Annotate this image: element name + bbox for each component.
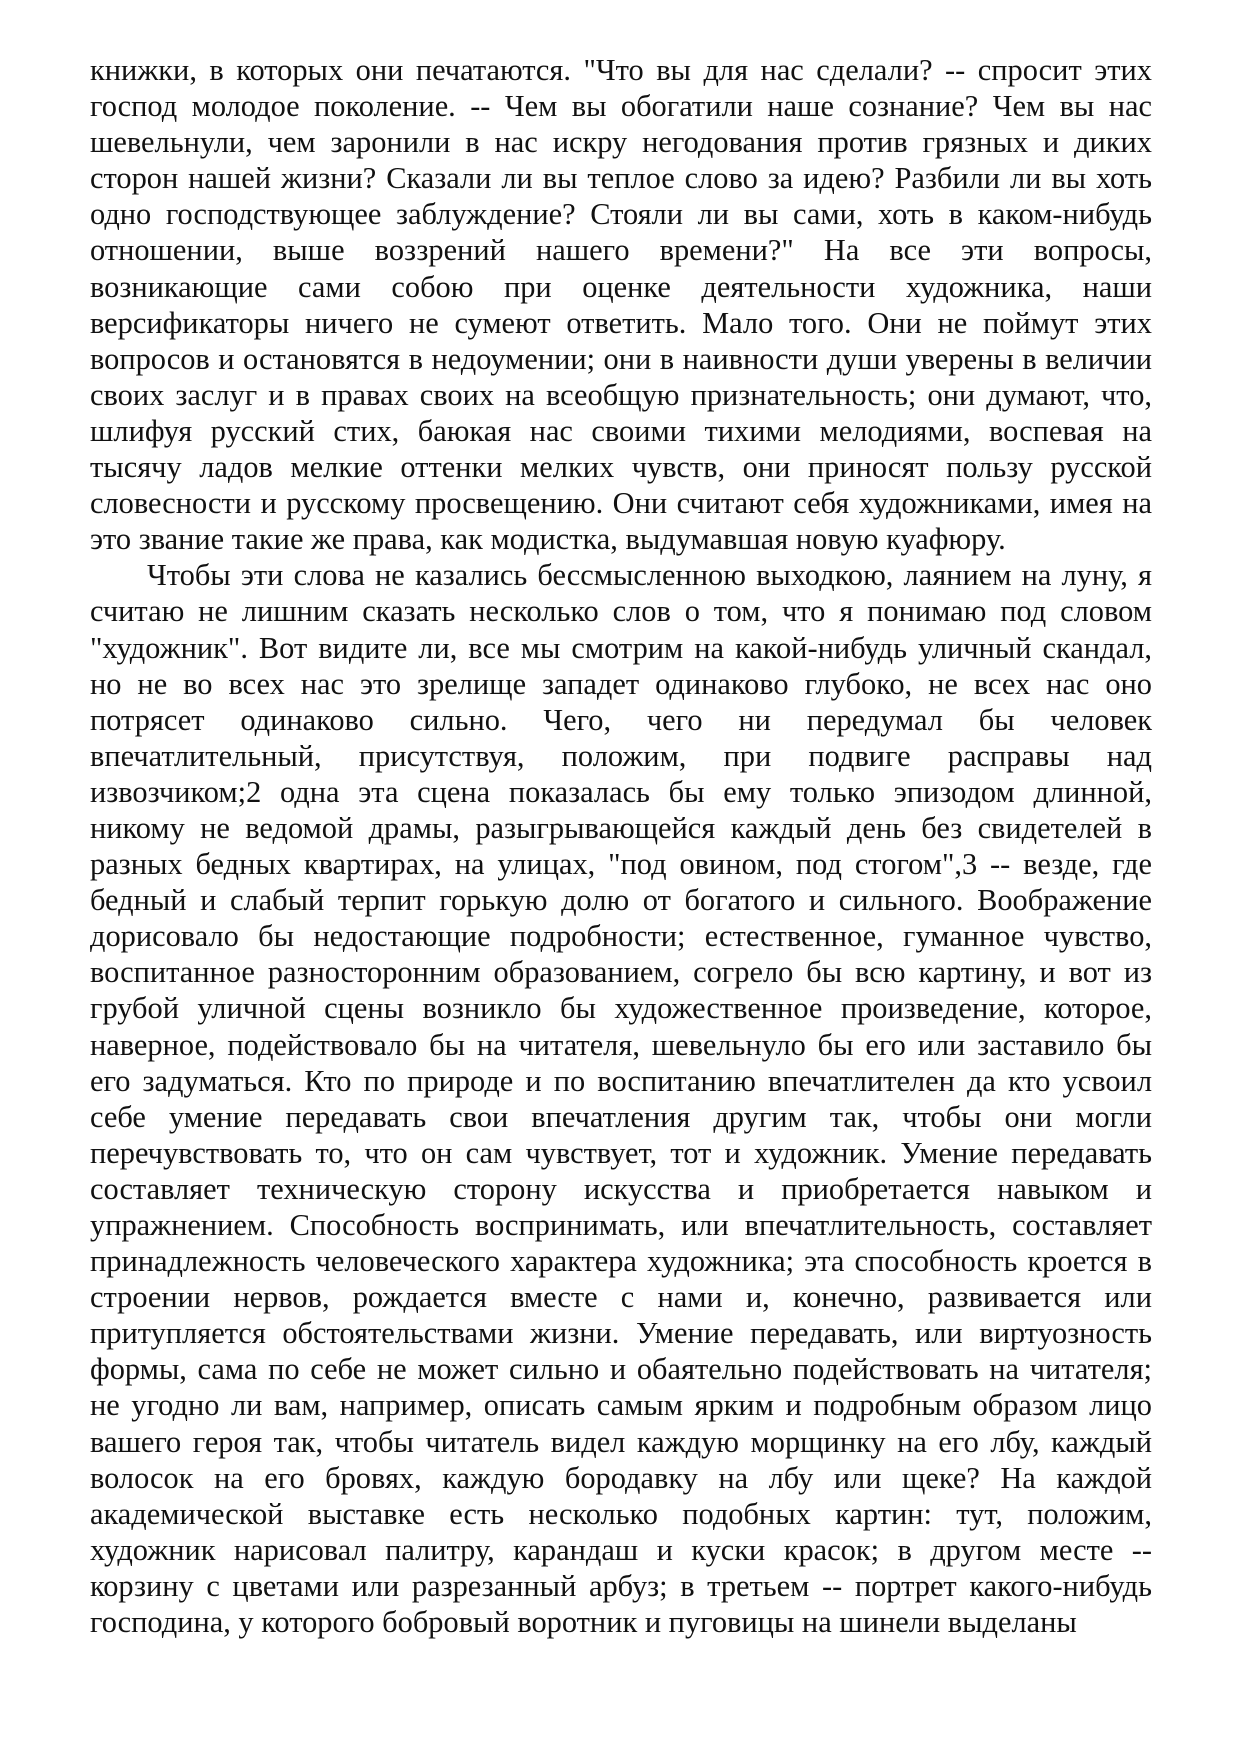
paragraph-artist-definition: Чтобы эти слова не казались бессмысленною выходкою, лаянием на луну, я считаю не лишним сказать несколько слов о том, что я понимаю под словом "художник". Вот видите ли, все мы смотрим на какой-нибудь уличный скандал, но не во всех нас это зрелище западет одинаково глубоко, не всех нас оно потрясет одинаково сильно. Чего, чего ни передумал бы человек впечатлительный, присутствуя, положим, при подвиге расправы над извозчиком;2 одна эта сцена показалась бы ему только эпизодом длинной, никому не ведомой драмы, разыгрывающейся каждый день без свидетелей в разных бедных квартирах, на улицах, "под овином, под стогом",3 -- везде, где бедный и слабый терпит горькую долю от богатого и сильного. Воображение дорисовало бы недостающие подробности; естественное, гуманное чувство, воспитанное разносторонним образованием, согрело бы всю картину, и вот из грубой уличной сцены возникло бы художественное произведение, которое, наверное, подействовало бы на читателя, шевельнуло бы его или заставило бы его задуматься. Кто по природе и по воспитанию впечатлителен да кто усвоил себе умение передавать свои впечатления другим так, чтобы они могли перечувствовать то, что он сам чувствует, тот и художник. Умение передавать составляет техническую сторону искусства и приобретается навыком и упражнением. Способность воспринимать, или впечатлительность, составляет принадлежность человеческого характера художника; эта способность кроется в строении нервов, рождается вместе с нами и, конечно, развивается или притупляется обстоятельствами жизни. Умение передавать, или виртуозность формы, сама по себе не может сильно и обаятельно подействовать на читателя; не угодно ли вам, например, описать самым ярким и подробным образом лицо вашего героя так, чтобы читатель видел каждую морщинку на его лбу, каждый волосок на его бровях, каждую бородавку на лбу или щеке? На каждой академической выставке есть несколько подобных картин: тут, положим, художник нарисовал палитру, карандаш и куски красок; в другом месте -- корзину с цветами или разрезанный арбуз; в третьем -- портрет какого-нибудь господина, у которого бобровый воротник и пуговицы на шинели выделаны	[90, 558, 1152, 1640]
document-page	[90, 52, 1152, 1640]
paragraph-continuation: книжки, в которых они печатаются. "Что вы для нас сделали? -- спросит этих господ молодое поколение. -- Чем вы обогатили наше сознание? Чем вы нас шевельнули, чем заронили в нас искру негодования против грязных и диких сторон нашей жизни? Сказали ли вы теплое слово за идею? Разбили ли вы хоть одно господствующее заблуждение? Стояли ли вы сами, хоть в каком-нибудь отношении, выше воззрений нашего времени?" На все эти вопросы, возникающие сами собою при оценке деятельности художника, наши версификаторы ничего не сумеют ответить. Мало того. Они не поймут этих вопросов и остановятся в недоумении; они в наивности души уверены в величии своих заслуг и в правах своих на всеобщую признательность; они думают, что, шлифуя русский стих, баюкая нас своими тихими мелодиями, воспевая на тысячу ладов мелкие оттенки мелких чувств, они приносят пользу русской словесности и русскому просвещению. Они считают себя художниками, имея на это звание такие же права, как модистка, выдумавшая новую куафюру.	[90, 53, 1152, 557]
